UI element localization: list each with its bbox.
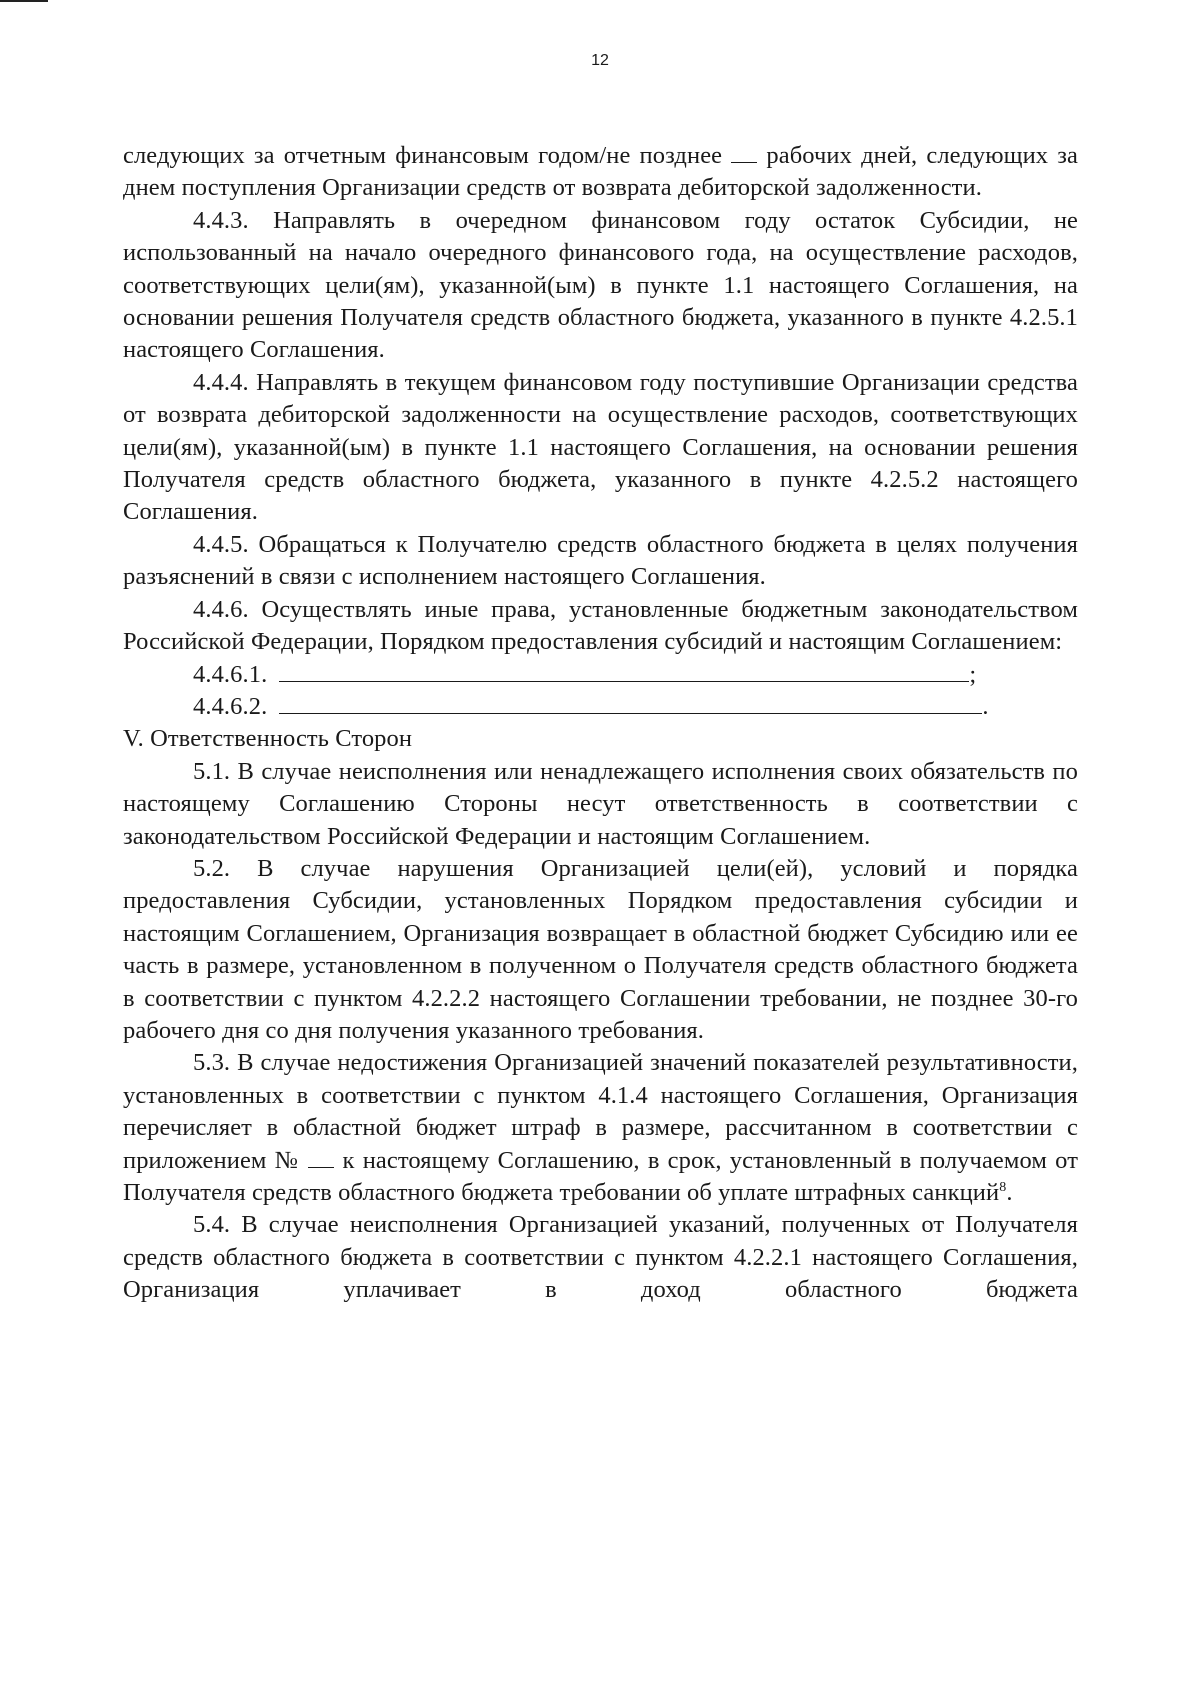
page-number: 12: [591, 52, 609, 69]
paragraph-text: следующих за отчетным финансовым годом/не позднее: [123, 142, 723, 169]
scan-edge-mark: [0, 0, 48, 2]
paragraph-4-4-6: 4.4.6. Осуществлять иные права, установленные бюджетным законодательством Российской Федерации, Порядком предоставления субсидий и настоящим Соглашением:: [123, 595, 1078, 656]
item-number: 4.4.6.1.: [193, 660, 268, 688]
paragraph-text: к настоящему Соглашению, в срок, установленный в получаемом от Получателя средств областного бюджета требовании об уплате штрафных санкций: [123, 1146, 1078, 1206]
paragraph-5-2: 5.2. В случае нарушения Организацией цели(ей), условий и порядка предоставления Субсидии, установленных Порядком предоставления субсидии и настоящим Соглашением, Организация возвращает в областной бюджет Субсидию или ее часть в размере, установленном в полученном о Получателя средств областного бюджета в соответствии с пунктом 4.2.2.2 настоящего Соглашении требовании, не позднее 30-го рабочего дня со дня получения указанного требования.: [123, 854, 1078, 1044]
blank-days-field: [731, 142, 757, 163]
paragraph-text: 5.3. В случае недостижения Организацией значений показателей результативности, установленных в соответствии с пунктом 4.1.4 настоящего Соглашения, Организация перечисляет в областной бюджет штраф в размере, рассчитанном в соответствии с приложением №: [123, 1049, 1078, 1174]
paragraph-text: .: [1006, 1179, 1013, 1206]
fill-in-line: [279, 691, 982, 714]
paragraph-5-3: [123, 1047, 1078, 1209]
item-4-4-6-1: [123, 659, 1078, 691]
paragraph-4-4-2-continuation: [123, 140, 1078, 205]
item-terminator: .: [982, 692, 989, 720]
footnote-marker: 8: [999, 1179, 1007, 1195]
item-terminator: ;: [969, 660, 977, 688]
paragraph-5-4: 5.4. В случае неисполнения Организацией указаний, полученных от Получателя средств областного бюджета в соответствии с пунктом 4.2.2.1 настоящего Соглашения, Организация уплачивает в доход областного бюджета: [123, 1211, 1078, 1304]
document-body: [123, 140, 1078, 1307]
section-title: V. Ответственность Сторон: [123, 725, 413, 753]
blank-annex-number-field: [308, 1147, 334, 1168]
fill-in-line: [279, 659, 969, 682]
item-number: 4.4.6.2.: [193, 692, 268, 720]
paragraph-4-4-3: 4.4.3. Направлять в очередном финансовом году остаток Субсидии, не использованный на начало очередного финансового года, на осуществление расходов, соответствующих цели(ям), указанной(ым) в пункте 1.1 настоящего Соглашения, на основании решения Получателя средств областного бюджета, указанного в пункте 4.2.5.1 настоящего Соглашения.: [123, 206, 1078, 364]
paragraph-4-4-4: 4.4.4. Направлять в текущем финансовом году поступившие Организации средства от возврата дебиторской задолженности на осуществление расходов, соответствующих цели(ям), указанной(ым) в пункте 1.1 настоящего Соглашения, на основании решения Получателя средств областного бюджета, указанного в пункте 4.2.5.2 настоящего Соглашения.: [123, 368, 1078, 526]
item-4-4-6-2: [123, 691, 1078, 723]
paragraph-5-1: 5.1. В случае неисполнения или ненадлежащего исполнения своих обязательств по настоящему Соглашению Стороны несут ответственность в соответствии с законодательством Российской Федерации и настоящим Соглашением.: [123, 757, 1078, 850]
paragraph-4-4-5: 4.4.5. Обращаться к Получателю средств областного бюджета в целях получения разъяснений в связи с исполнением настоящего Соглашения.: [123, 530, 1078, 591]
paragraph-text: рабочих дней, следующих за днем поступления Организации средств от возврата дебиторской задолженности.: [123, 142, 1078, 202]
